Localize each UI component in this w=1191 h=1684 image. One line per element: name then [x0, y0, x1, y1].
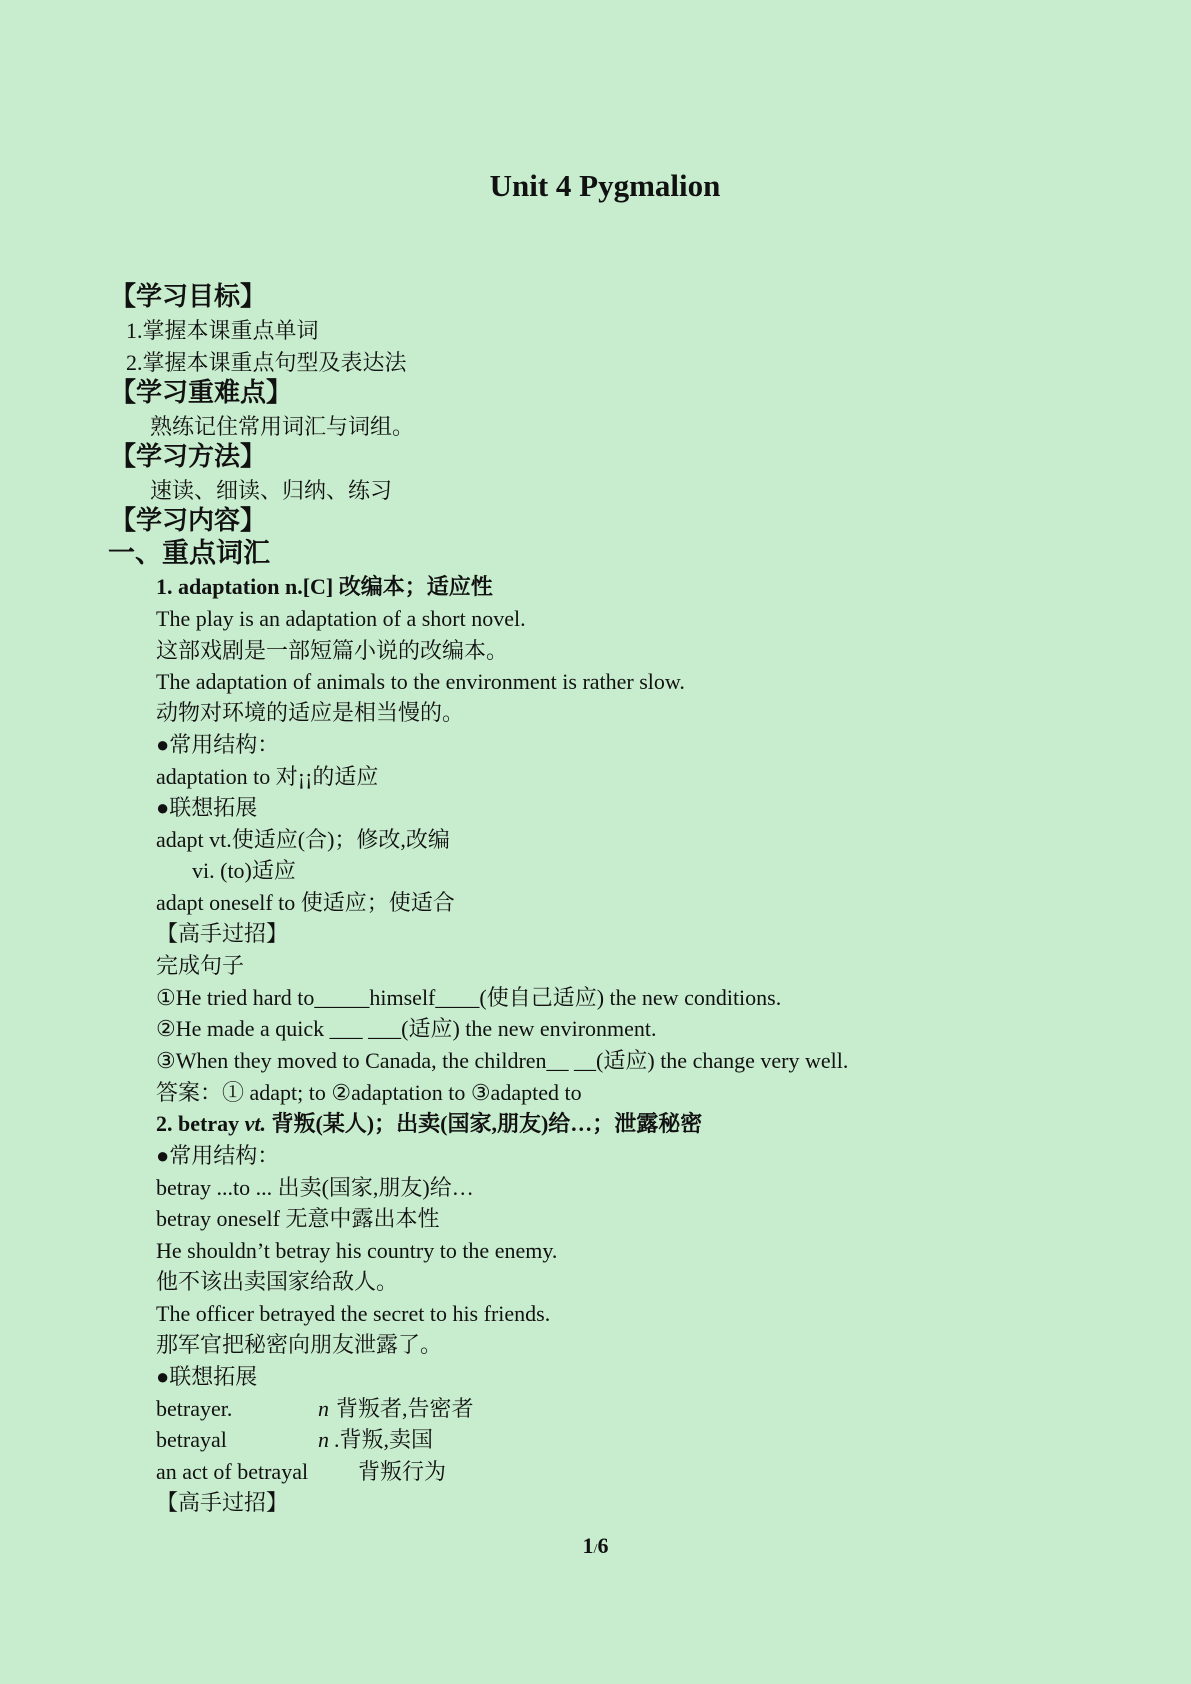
page-separator: /	[593, 1542, 598, 1557]
exercise-question: ①He tried hard to_____himself____(使自己适应) the new conditions.	[156, 985, 782, 1010]
derivative-word: betrayer.	[156, 1396, 233, 1421]
methods-text: 速读、细读、归纳、练习	[150, 478, 393, 503]
example-en: The officer betrayed the secret to his friends.	[156, 1301, 551, 1326]
example-cn: 这部戏剧是一部短篇小说的改编本。	[156, 638, 509, 663]
practice-label: 【高手过招】	[156, 1490, 289, 1515]
complete-label: 完成句子	[156, 953, 245, 978]
exercise-question: ③When they moved to Canada, the children__ __(适应) the change very well.	[156, 1048, 849, 1073]
example-cn: 动物对环境的适应是相当慢的。	[156, 700, 465, 725]
example-en: The adaptation of animals to the environment is rather slow.	[156, 669, 685, 694]
derivative-def: .背叛,卖国	[334, 1427, 434, 1452]
example-en: The play is an adaptation of a short novel.	[156, 606, 526, 631]
derivative-def: 背叛行为	[358, 1459, 447, 1484]
page-title: Unit 4 Pygmalion	[489, 168, 721, 203]
derivative-word: an act of betrayal	[156, 1459, 309, 1484]
page-number	[0, 1533, 1191, 1559]
structure-item: betray oneself 无意中露出本性	[156, 1206, 440, 1231]
derivative-def: 背叛者,告密者	[336, 1396, 474, 1421]
part-of-speech: vt.	[244, 1111, 266, 1136]
expand-label: ●联想拓展	[156, 1364, 258, 1389]
exercise-question: ②He made a quick ___ ___(适应) the new environment.	[156, 1016, 657, 1041]
methods-heading: 【学习方法】	[110, 442, 267, 471]
word-definition: 背叛(某人)；出卖(国家,朋友)给…；泄露秘密	[265, 1111, 703, 1136]
structure-item: adaptation to 对¡¡的适应	[156, 764, 379, 789]
derivative-pos: n	[318, 1427, 329, 1452]
structure-label: ●常用结构：	[156, 1143, 280, 1168]
difficulties-text: 熟练记住常用词汇与词组。	[150, 414, 415, 439]
derivative-pos: n	[318, 1396, 329, 1421]
objectives-heading: 【学习目标】	[110, 282, 267, 311]
example-cn: 那军官把秘密向朋友泄露了。	[156, 1332, 443, 1357]
section-heading: 一、重点词汇	[108, 538, 270, 568]
derivative-item: vi. (to)适应	[192, 858, 296, 883]
objective-item: 2.掌握本课重点句型及表达法	[126, 350, 407, 375]
structure-item: betray ...to ... 出卖(国家,朋友)给…	[156, 1175, 474, 1200]
answer-line: 答案：① adapt; to ②adaptation to ③adapted to	[156, 1080, 582, 1105]
difficulties-heading: 【学习重难点】	[110, 378, 293, 407]
word-header	[156, 1109, 702, 1139]
derivative-word: betrayal	[156, 1427, 227, 1452]
word-title: 2. betray	[156, 1111, 245, 1136]
example-cn: 他不该出卖国家给敌人。	[156, 1269, 399, 1294]
derivative-item: adapt oneself to 使适应；使适合	[156, 890, 455, 915]
structure-label: ●常用结构：	[156, 732, 280, 757]
word-header: 1. adaptation n.[C] 改编本；适应性	[156, 574, 493, 599]
expand-label: ●联想拓展	[156, 795, 258, 820]
objective-item: 1.掌握本课重点单词	[126, 318, 319, 343]
derivative-item: adapt vt.使适应(合)；修改,改编	[156, 827, 450, 852]
example-en: He shouldn’t betray his country to the enemy.	[156, 1238, 558, 1263]
content-heading: 【学习内容】	[110, 506, 267, 535]
current-page: 1	[582, 1533, 594, 1558]
total-pages: 6	[597, 1533, 609, 1558]
practice-label: 【高手过招】	[156, 921, 289, 946]
